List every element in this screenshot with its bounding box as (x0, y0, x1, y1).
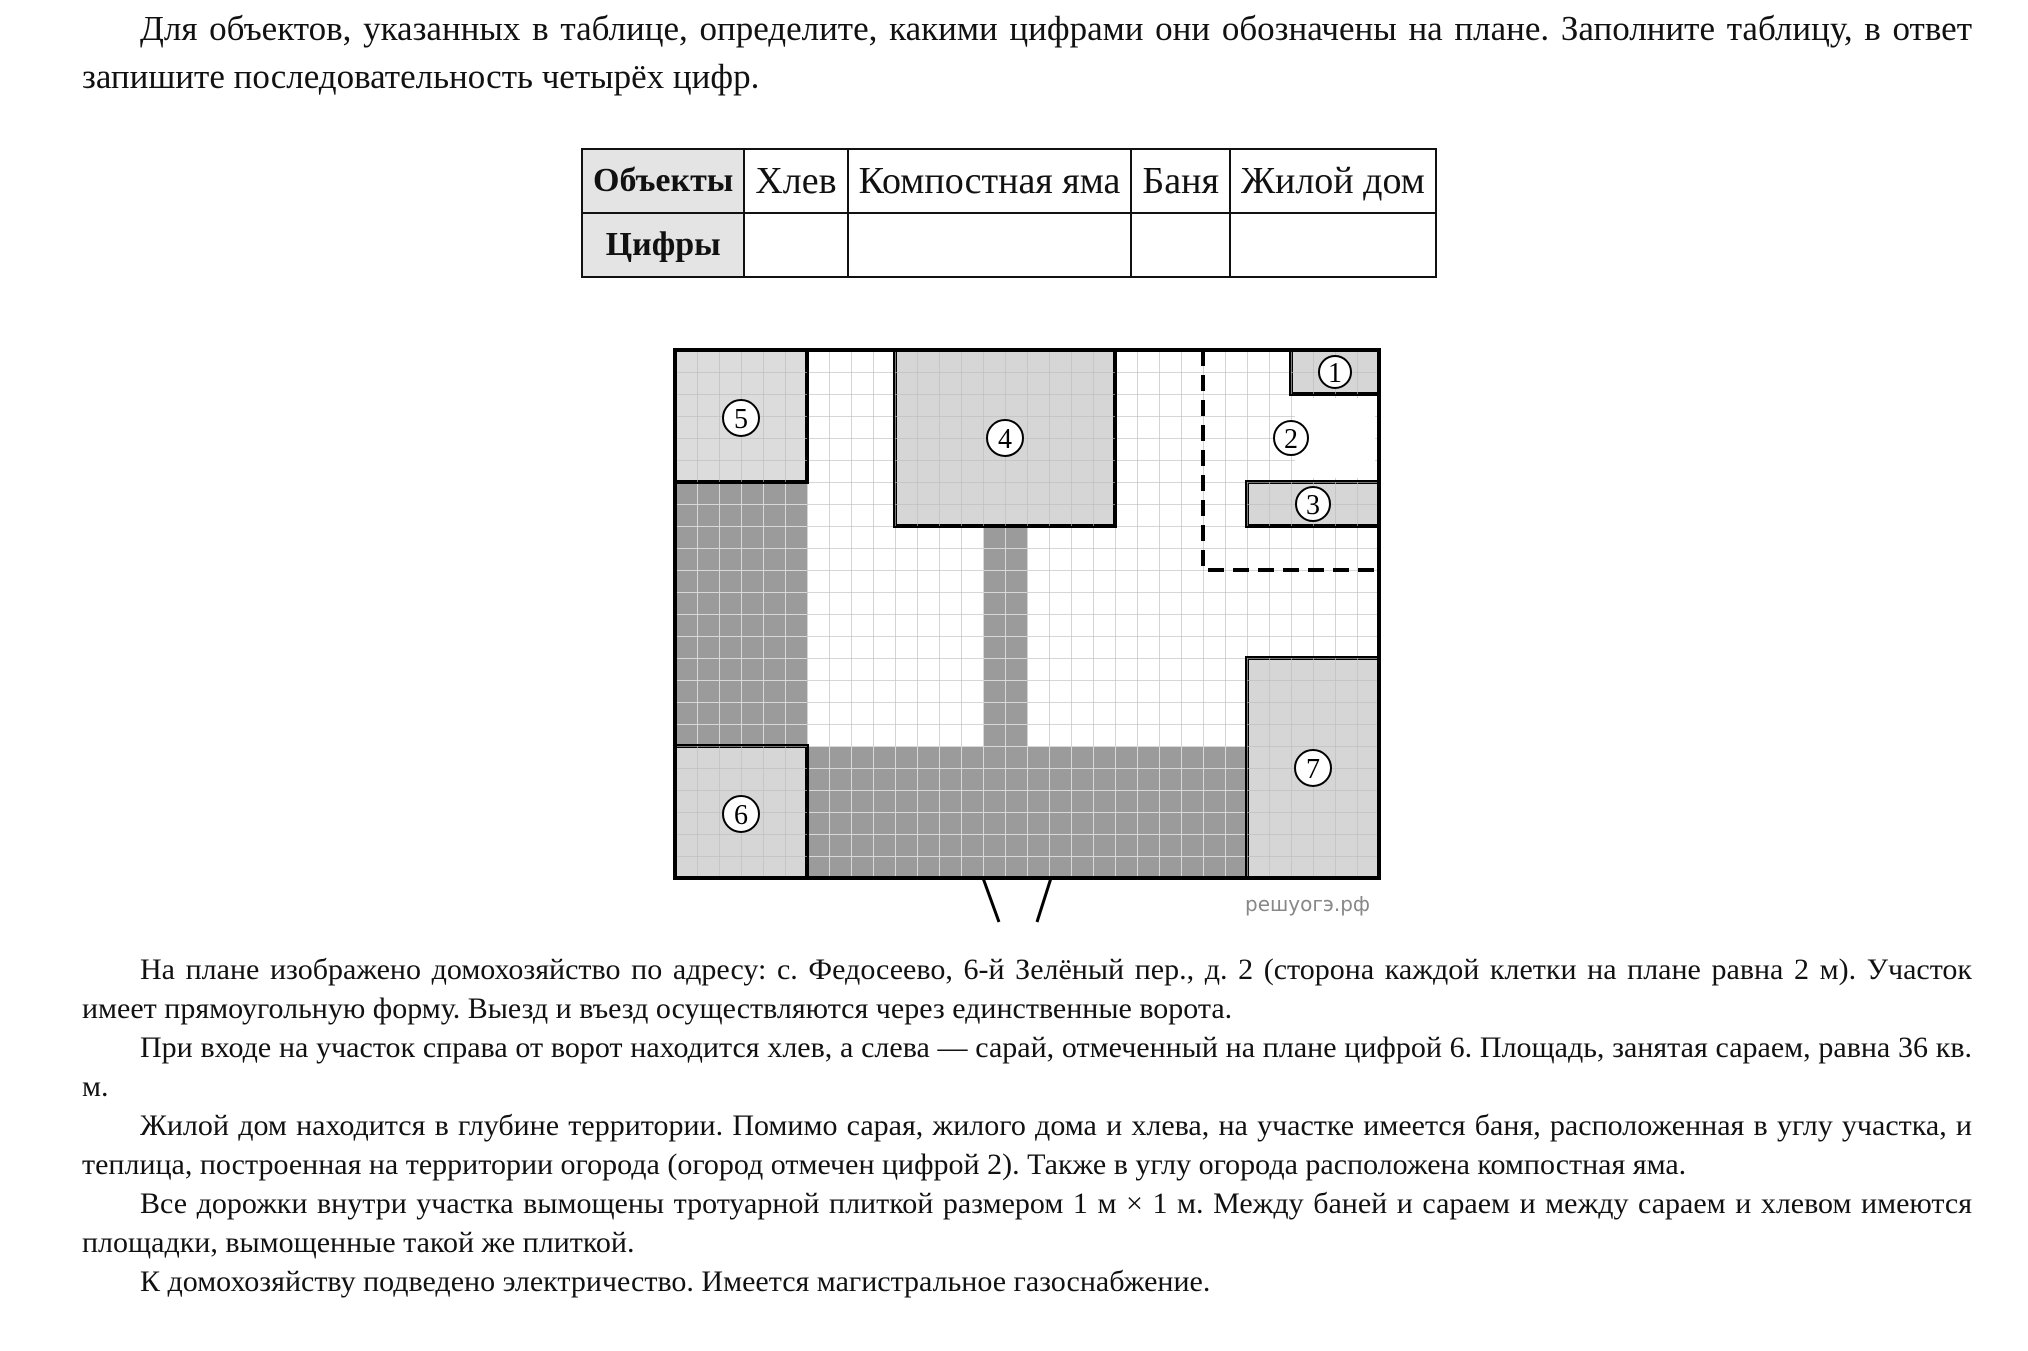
digit-cell-bathhouse[interactable] (1131, 213, 1230, 277)
label-3 (1296, 487, 1330, 521)
description (82, 950, 1972, 1301)
svg-text:6: 6 (734, 800, 748, 831)
paved-area-bottom (807, 746, 1247, 878)
object-barn: Хлев (744, 149, 847, 213)
svg-text:5: 5 (734, 404, 748, 435)
task-instruction: Для объектов, указанных в таблице, определите, какими цифрами они обозначены на плане. Заполните таблицу, в ответ запишите последовательность четырёх цифр. (82, 9, 1972, 96)
label-1 (1319, 356, 1351, 389)
digits-row (582, 213, 1436, 277)
object-bathhouse: Баня (1131, 149, 1230, 213)
object-house: Жилой дом (1230, 149, 1436, 213)
svg-text:1: 1 (1328, 358, 1342, 389)
description-paragraph-3: Жилой дом находится в глубине территории. Помимо сарая, жилого дома и хлева, на участке имеется баня, расположенная в углу участка, и теплица, построенная на территории огорода (огород отмечен цифрой 2). Также в углу огорода расположена компостная яма. (82, 1109, 1972, 1181)
paved-area-left (675, 482, 807, 746)
label-5 (723, 400, 759, 436)
svg-text:2: 2 (1284, 424, 1298, 455)
svg-text:4: 4 (998, 424, 1012, 455)
label-7 (1295, 750, 1331, 786)
label-6 (723, 796, 759, 832)
description-paragraph-5: К домохозяйству подведено электричество. Имеется магистральное газоснабжение. (140, 1265, 1211, 1298)
digit-cell-house[interactable] (1230, 213, 1436, 277)
gate-right (1037, 878, 1051, 922)
site-plan (660, 340, 1400, 940)
label-4 (987, 420, 1023, 456)
svg-text:7: 7 (1306, 754, 1320, 785)
digit-cell-barn[interactable] (744, 213, 847, 277)
description-paragraph-1: На плане изображено домохозяйство по адресу: с. Федосеево, 6-й Зелёный пер., д. 2 (сторона каждой клетки на плане равна 2 м). Участок имеет прямоугольную форму. Выезд и въезд осуществляются через единственные ворота. (82, 953, 1972, 1025)
description-paragraph-4: Все дорожки внутри участка вымощены тротуарной плиткой размером 1 м × 1 м. Между баней и сараем и между сараем и хлевом имеются площадки, вымощенные такой же плиткой. (82, 1187, 1972, 1259)
watermark: решуогэ.рф (1245, 892, 1371, 916)
paved-path-center (983, 526, 1027, 746)
objects-row (582, 149, 1436, 213)
label-2 (1274, 421, 1308, 455)
object-compost-pit: Компостная яма (848, 149, 1132, 213)
description-paragraph-2: При входе на участок справа от ворот находится хлев, а слева — сарай, отмеченный на плане цифрой 6. Площадь, занятая сараем, равна 36 кв. м. (82, 1031, 1972, 1103)
svg-text:3: 3 (1306, 490, 1320, 521)
digit-cell-compost-pit[interactable] (848, 213, 1132, 277)
objects-header: Объекты (582, 149, 744, 213)
gate-left (983, 878, 999, 922)
answer-table (581, 148, 1437, 278)
digits-header: Цифры (582, 213, 744, 277)
